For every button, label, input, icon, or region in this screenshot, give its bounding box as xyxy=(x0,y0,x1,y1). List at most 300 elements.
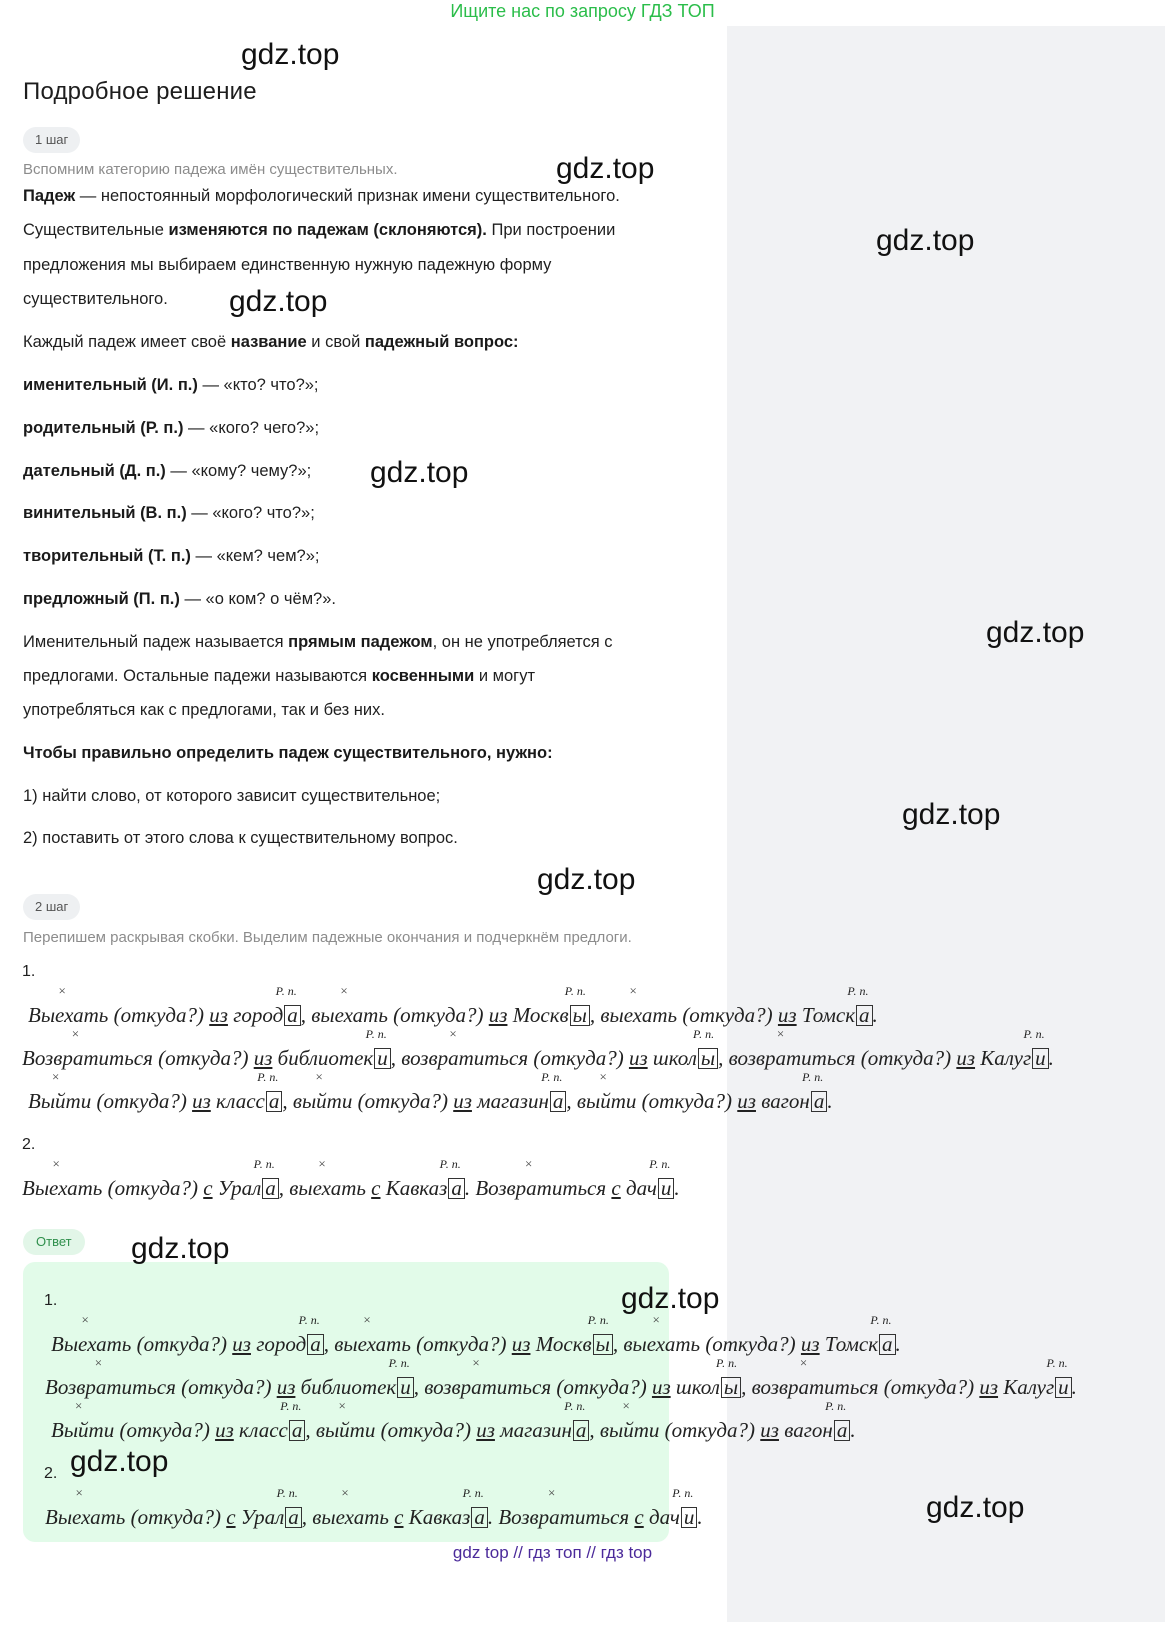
question: (откуда?) xyxy=(551,1375,647,1399)
preposition: с xyxy=(203,1176,213,1200)
verb xyxy=(22,1026,153,1070)
cross-mark-icon: × xyxy=(776,1026,785,1041)
preposition: из xyxy=(253,1046,273,1070)
case-label: Р. п. xyxy=(298,1313,320,1327)
text-line xyxy=(23,281,168,317)
ending-box: ы xyxy=(698,1048,718,1069)
noun xyxy=(652,1027,718,1070)
punctuation: . xyxy=(464,1176,471,1200)
punctuation: , xyxy=(305,1418,311,1442)
noun-stem: Москв xyxy=(535,1332,592,1356)
verb-text: Выехать xyxy=(22,1176,103,1200)
noun xyxy=(980,1027,1048,1070)
case-label: Р. п. xyxy=(388,1356,410,1370)
answer-1-number: 1. xyxy=(44,1292,58,1309)
noun-stem: Москв xyxy=(512,1003,569,1027)
case-label: Р. п. xyxy=(280,1399,302,1413)
case-label: Р. п. xyxy=(276,1486,298,1500)
text-span: 2) поставить от этого слова к существительному вопрос. xyxy=(23,829,458,847)
case-label: Р. п. xyxy=(564,984,586,998)
punctuation: . xyxy=(827,1089,833,1113)
case-label: Р. п. xyxy=(587,1313,609,1327)
ending-box: и xyxy=(658,1178,675,1199)
noun xyxy=(675,1356,741,1399)
verb xyxy=(51,1398,115,1442)
punctuation: . xyxy=(850,1418,856,1442)
verb-text: Возвратиться xyxy=(475,1176,607,1200)
noun xyxy=(648,1486,697,1529)
punctuation: , xyxy=(566,1089,572,1113)
ending-box: а xyxy=(266,1091,283,1112)
question: (откуда?) xyxy=(636,1089,733,1113)
noun xyxy=(801,984,873,1027)
punctuation: , xyxy=(589,1418,595,1442)
punctuation: , xyxy=(390,1046,396,1070)
text-span: — «кто? что?»; xyxy=(197,376,319,394)
noun xyxy=(784,1399,850,1442)
preposition: из xyxy=(800,1332,820,1356)
noun-stem: вагон xyxy=(784,1418,833,1442)
text-span: — «о ком? о чём?». xyxy=(179,590,336,608)
watermark: gdz.top xyxy=(370,456,469,489)
case-label: Р. п. xyxy=(253,1157,275,1171)
text-span: существительного. xyxy=(23,290,168,308)
cross-mark-icon: × xyxy=(652,1312,660,1327)
verb xyxy=(424,1355,552,1399)
question: (откуда?) xyxy=(352,1089,448,1113)
search-banner[interactable]: Ищите нас по запросу ГДЗ ТОП xyxy=(450,1,715,21)
verb-text: Возвратиться xyxy=(45,1375,176,1399)
step-1-badge: 1 шаг xyxy=(23,127,80,153)
noun-stem: школ xyxy=(675,1375,720,1399)
handwritten-line xyxy=(22,1026,1054,1070)
noun xyxy=(761,1070,827,1113)
text-span: предлогами. Остальные падежи называются xyxy=(23,667,372,685)
verb xyxy=(292,1069,353,1113)
text-line xyxy=(23,538,320,574)
noun xyxy=(256,1313,324,1356)
step-1-hint: Вспомним категорию падежа имён существительных. xyxy=(23,161,398,178)
cross-mark-icon: × xyxy=(599,1069,607,1084)
verb-text: возвратиться xyxy=(751,1375,879,1399)
ending-box: а xyxy=(811,1091,828,1112)
text-line xyxy=(23,658,535,694)
verb-text: выехать xyxy=(289,1176,366,1200)
handwritten-line xyxy=(22,1156,680,1200)
case-label: Р. п. xyxy=(564,1399,586,1413)
noun xyxy=(512,984,590,1027)
cross-mark-icon: × xyxy=(81,1312,89,1327)
text-line xyxy=(23,581,336,617)
text-line xyxy=(23,247,551,283)
text-span: При построении xyxy=(486,221,616,239)
ending-box: а xyxy=(307,1334,324,1355)
case-label: Р. п. xyxy=(870,1313,892,1327)
cross-mark-icon: × xyxy=(629,983,637,998)
verb-text: Возвратиться xyxy=(498,1505,630,1529)
verb-text: выйти xyxy=(576,1089,637,1113)
bold-term: падежный вопрос: xyxy=(364,333,519,351)
noun-stem: Калуг xyxy=(980,1046,1032,1070)
text-line xyxy=(23,624,613,660)
handwritten-line xyxy=(28,1069,833,1113)
text-span: и могут xyxy=(474,667,535,685)
verb-text: возвратиться xyxy=(424,1375,552,1399)
punctuation: . xyxy=(1048,1046,1054,1070)
bold-term: винительный (В. п.) xyxy=(23,504,187,522)
text-line xyxy=(23,410,319,446)
preposition: из xyxy=(476,1418,495,1442)
noun-stem: Калуг xyxy=(1003,1375,1055,1399)
question: (откуда?) xyxy=(677,1003,773,1027)
text-line xyxy=(23,324,519,360)
punctuation: , xyxy=(718,1046,724,1070)
punctuation: . xyxy=(895,1332,901,1356)
step-2-hint: Перепишем раскрывая скобки. Выделим падежные окончания и подчеркнём предлоги. xyxy=(23,929,632,946)
question: (откуда?) xyxy=(175,1375,272,1399)
case-label: Р. п. xyxy=(257,1070,279,1084)
punctuation: , xyxy=(323,1332,329,1356)
verb xyxy=(28,1069,92,1113)
noun-stem: Томск xyxy=(824,1332,879,1356)
noun-stem: Кавказ xyxy=(385,1176,448,1200)
preposition: из xyxy=(956,1046,976,1070)
cross-mark-icon: × xyxy=(472,1355,480,1370)
ending-box: а xyxy=(550,1091,567,1112)
cross-mark-icon: × xyxy=(548,1485,556,1500)
text-line xyxy=(23,692,385,728)
punctuation: , xyxy=(301,1505,308,1529)
ending-box: и xyxy=(1032,1048,1049,1069)
text-span: Существительные xyxy=(23,221,169,239)
noun-stem: класс xyxy=(239,1418,288,1442)
punctuation: , xyxy=(413,1375,419,1399)
bold-term: творительный (Т. п.) xyxy=(23,547,191,565)
preposition: с xyxy=(394,1505,404,1529)
text-line xyxy=(23,778,440,814)
verb xyxy=(728,1026,856,1070)
footer-links[interactable]: gdz top // гдз топ // гдз top xyxy=(452,1543,653,1562)
ending-box: а xyxy=(879,1334,896,1355)
cross-mark-icon: × xyxy=(340,983,348,998)
noun xyxy=(240,1486,302,1529)
preposition: из xyxy=(651,1375,671,1399)
punctuation: . xyxy=(1071,1375,1077,1399)
punctuation: . xyxy=(872,1003,878,1027)
case-label: Р. п. xyxy=(825,1399,847,1413)
verb-text: выехать xyxy=(623,1332,701,1356)
watermark: gdz.top xyxy=(876,224,975,257)
watermark: gdz.top xyxy=(131,1232,230,1265)
cross-mark-icon: × xyxy=(449,1026,457,1041)
noun xyxy=(408,1486,488,1529)
question: (откуда?) xyxy=(387,1003,484,1027)
bold-term: косвенными xyxy=(371,667,475,685)
text-line xyxy=(23,367,319,403)
step-2-badge: 2 шаг xyxy=(23,894,80,920)
ending-box: а xyxy=(448,1178,465,1199)
question: (откуда?) xyxy=(152,1046,249,1070)
cross-mark-icon: × xyxy=(525,1156,533,1171)
preposition: с xyxy=(226,1505,236,1529)
cross-mark-icon: × xyxy=(363,1312,371,1327)
noun-stem: школ xyxy=(652,1046,697,1070)
verb xyxy=(312,1485,389,1529)
ending-box: а xyxy=(834,1420,851,1441)
watermark: gdz.top xyxy=(241,38,340,71)
ending-box: ы xyxy=(721,1377,741,1398)
watermark: gdz.top xyxy=(986,616,1085,649)
noun-stem: библиотек xyxy=(300,1375,397,1399)
verb xyxy=(498,1485,630,1529)
case-label: Р. п. xyxy=(462,1486,484,1500)
text-span: 1) найти слово, от которого зависит существительное; xyxy=(23,787,441,805)
preposition: из xyxy=(979,1375,999,1399)
case-label: Р. п. xyxy=(365,1027,387,1041)
question: (откуда?) xyxy=(855,1046,952,1070)
watermark: gdz.top xyxy=(621,1282,720,1315)
noun xyxy=(500,1399,589,1442)
cross-mark-icon: × xyxy=(799,1355,808,1370)
case-label: Р. п. xyxy=(672,1486,694,1500)
ending-box: ы xyxy=(570,1005,590,1026)
verb xyxy=(623,1312,701,1356)
noun-stem: город xyxy=(233,1003,284,1027)
case-label: Р. п. xyxy=(275,984,297,998)
text-line xyxy=(23,178,620,214)
case-label: Р. п. xyxy=(541,1070,563,1084)
cross-mark-icon: × xyxy=(318,1156,326,1171)
noun-stem: дач xyxy=(625,1176,657,1200)
case-label: Р. п. xyxy=(716,1356,738,1370)
noun xyxy=(216,1070,282,1113)
preposition: из xyxy=(488,1003,508,1027)
handwritten-line xyxy=(45,1355,1077,1399)
question: (откуда?) xyxy=(91,1089,187,1113)
ending-box: а xyxy=(471,1507,488,1528)
verb xyxy=(751,1355,879,1399)
ending-box: ы xyxy=(593,1334,613,1355)
verb xyxy=(315,1398,376,1442)
question: (откуда?) xyxy=(102,1176,198,1200)
exercise-2-number: 2. xyxy=(22,1136,36,1153)
ending-box: а xyxy=(285,1507,302,1528)
noun-stem: магазин xyxy=(477,1089,549,1113)
answer-badge: Ответ xyxy=(23,1229,85,1255)
noun xyxy=(217,1157,279,1200)
punctuation: . xyxy=(697,1505,703,1529)
cross-mark-icon: × xyxy=(58,983,66,998)
preposition: из xyxy=(760,1418,779,1442)
punctuation: , xyxy=(278,1176,285,1200)
verb xyxy=(45,1355,176,1399)
noun xyxy=(535,1313,613,1356)
cross-mark-icon: × xyxy=(52,1069,60,1084)
ending-box: а xyxy=(284,1005,301,1026)
preposition: с xyxy=(371,1176,381,1200)
preposition: из xyxy=(453,1089,472,1113)
preposition: с xyxy=(611,1176,621,1200)
noun-stem: дач xyxy=(648,1505,680,1529)
noun xyxy=(625,1157,674,1200)
case-label: Р. п. xyxy=(649,1157,671,1171)
case-label: Р. п. xyxy=(1023,1027,1045,1041)
case-label: Р. п. xyxy=(802,1070,824,1084)
ending-box: а xyxy=(289,1420,306,1441)
verb-text: выехать xyxy=(600,1003,678,1027)
cross-mark-icon: × xyxy=(75,1398,83,1413)
text-span: и свой xyxy=(306,333,365,351)
watermark: gdz.top xyxy=(902,798,1001,831)
bold-term: родительный (Р. п.) xyxy=(23,419,184,437)
ending-box: а xyxy=(573,1420,590,1441)
cross-mark-icon: × xyxy=(94,1355,103,1370)
preposition: из xyxy=(511,1332,531,1356)
punctuation: , xyxy=(282,1089,288,1113)
watermark: gdz.top xyxy=(70,1445,169,1478)
verb-text: Выехать xyxy=(51,1332,132,1356)
verb-text: выехать xyxy=(311,1003,388,1027)
noun xyxy=(385,1157,465,1200)
noun xyxy=(233,984,301,1027)
noun xyxy=(824,1313,896,1356)
question: (откуда?) xyxy=(114,1418,210,1442)
verb-text: Выйти xyxy=(28,1089,92,1113)
verb-text: Выйти xyxy=(51,1418,115,1442)
noun xyxy=(477,1070,566,1113)
text-span: , он не употребляется с xyxy=(432,633,613,651)
cross-mark-icon: × xyxy=(71,1026,80,1041)
text-span: — «кому? чему?»; xyxy=(165,462,312,480)
text-span: Именительный падеж называется xyxy=(23,633,289,651)
verb xyxy=(289,1156,366,1200)
text-span: — «кем? чем?»; xyxy=(190,547,320,565)
case-label: Р. п. xyxy=(439,1157,461,1171)
verb-text: возвратиться xyxy=(728,1046,856,1070)
watermark: gdz.top xyxy=(926,1491,1025,1524)
noun-stem: Урал xyxy=(240,1505,285,1529)
preposition: из xyxy=(628,1046,648,1070)
preposition: из xyxy=(737,1089,756,1113)
watermark: gdz.top xyxy=(556,152,655,185)
ending-box: и xyxy=(397,1377,414,1398)
noun xyxy=(239,1399,305,1442)
noun xyxy=(1003,1356,1071,1399)
verb xyxy=(599,1398,660,1442)
verb-text: выйти xyxy=(292,1089,353,1113)
punctuation: , xyxy=(589,1003,596,1027)
bold-term: название xyxy=(230,333,307,351)
bold-term: дательный (Д. п.) xyxy=(23,462,166,480)
preposition: из xyxy=(777,1003,797,1027)
noun-stem: вагон xyxy=(761,1089,810,1113)
verb-text: Выехать xyxy=(45,1505,126,1529)
verb-text: Возвратиться xyxy=(22,1046,153,1070)
text-line xyxy=(23,495,315,531)
watermark: gdz.top xyxy=(537,863,636,896)
punctuation: . xyxy=(674,1176,680,1200)
verb xyxy=(401,1026,529,1070)
answer-2-number: 2. xyxy=(44,1465,58,1482)
ending-box: а xyxy=(262,1178,279,1199)
ending-box: и xyxy=(1055,1377,1072,1398)
preposition: с xyxy=(634,1505,644,1529)
question: (откуда?) xyxy=(700,1332,796,1356)
text-line xyxy=(23,453,311,489)
text-line xyxy=(23,735,553,771)
bold-term: Падеж xyxy=(23,187,76,205)
verb-text: выйти xyxy=(315,1418,376,1442)
text-span: предложения мы выбираем единственную нужную падежную форму xyxy=(23,256,552,274)
bold-term: изменяются по падежам (склоняются). xyxy=(168,221,487,239)
handwritten-line xyxy=(51,1398,856,1442)
text-span: употребляться как с предлогами, так и без них. xyxy=(23,701,385,719)
preposition: из xyxy=(276,1375,296,1399)
bold-term: именительный (И. п.) xyxy=(23,376,198,394)
question: (откуда?) xyxy=(878,1375,975,1399)
exercise-1-number: 1. xyxy=(22,963,36,980)
watermark: gdz.top xyxy=(229,285,328,318)
noun-stem: город xyxy=(256,1332,307,1356)
question: (откуда?) xyxy=(375,1418,471,1442)
noun-stem: Томск xyxy=(801,1003,856,1027)
preposition: из xyxy=(192,1089,211,1113)
noun-stem: Кавказ xyxy=(408,1505,471,1529)
verb xyxy=(51,1312,132,1356)
punctuation: . xyxy=(487,1505,494,1529)
verb xyxy=(600,983,678,1027)
cross-mark-icon: × xyxy=(52,1156,60,1171)
cross-mark-icon: × xyxy=(315,1069,323,1084)
verb xyxy=(45,1485,126,1529)
text-span: — «кого? чего?»; xyxy=(183,419,320,437)
verb xyxy=(22,1156,103,1200)
verb-text: Выехать xyxy=(28,1003,109,1027)
text-span: — «кого? что?»; xyxy=(186,504,315,522)
ending-box: и xyxy=(374,1048,391,1069)
handwritten-line xyxy=(45,1485,703,1529)
question: (откуда?) xyxy=(410,1332,507,1356)
question: (откуда?) xyxy=(131,1332,227,1356)
bold-term: Чтобы правильно определить падеж существительного, нужно: xyxy=(23,744,553,762)
verb-text: возвратиться xyxy=(401,1046,529,1070)
ending-box: а xyxy=(856,1005,873,1026)
verb xyxy=(576,1069,637,1113)
verb-text: выехать xyxy=(334,1332,411,1356)
noun-stem: магазин xyxy=(500,1418,572,1442)
punctuation: , xyxy=(612,1332,619,1356)
noun xyxy=(300,1356,414,1399)
question: (откуда?) xyxy=(108,1003,204,1027)
preposition: из xyxy=(215,1418,234,1442)
noun-stem: класс xyxy=(216,1089,265,1113)
text-line xyxy=(23,820,458,856)
verb xyxy=(28,983,109,1027)
verb xyxy=(475,1156,607,1200)
noun-stem: библиотек xyxy=(277,1046,374,1070)
bold-term: предложный (П. п.) xyxy=(23,590,180,608)
case-label: Р. п. xyxy=(847,984,869,998)
page-title: Подробное решение xyxy=(23,78,257,105)
case-label: Р. п. xyxy=(1046,1356,1068,1370)
noun-stem: Урал xyxy=(217,1176,262,1200)
text-line xyxy=(23,212,615,248)
verb-text: выехать xyxy=(312,1505,389,1529)
question: (откуда?) xyxy=(528,1046,624,1070)
question: (откуда?) xyxy=(125,1505,221,1529)
text-span: Каждый падеж имеет своё xyxy=(23,333,231,351)
question: (откуда?) xyxy=(659,1418,756,1442)
